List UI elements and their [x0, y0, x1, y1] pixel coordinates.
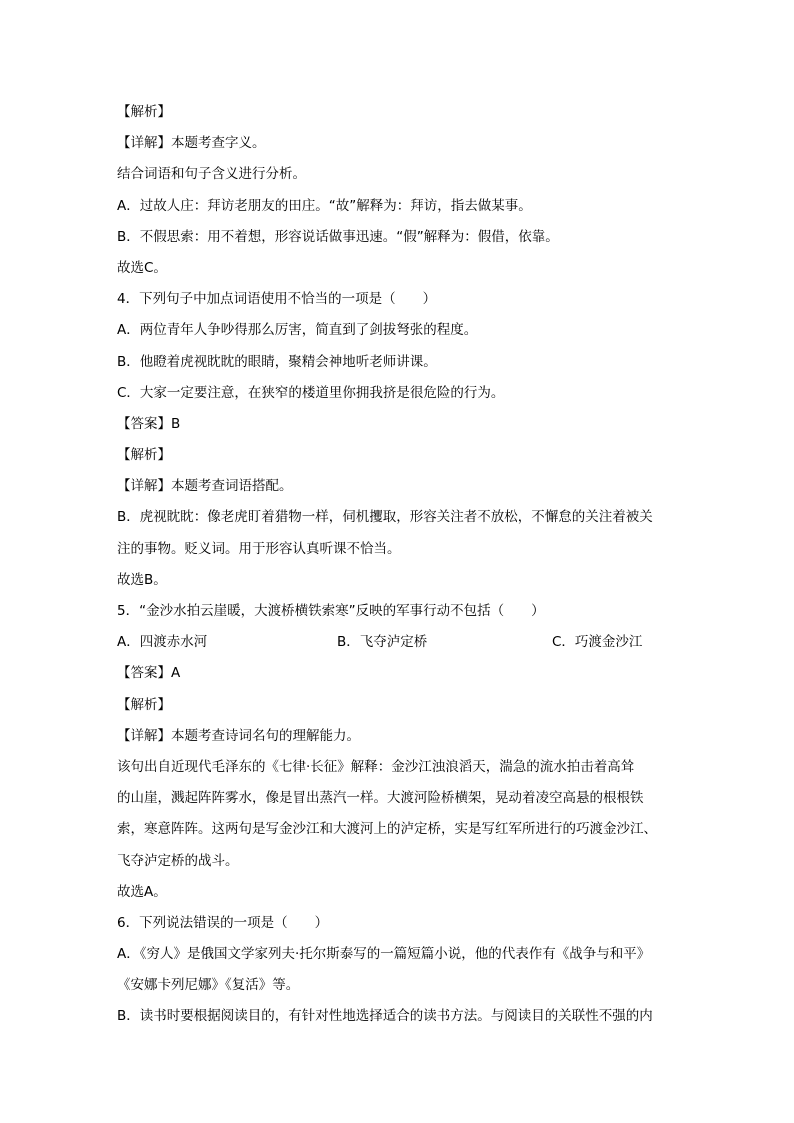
text-line: B．虎视眈眈：像老虎盯着猎物一样，伺机攫取，形容关注者不放松，不懈怠的关注着被关 — [117, 509, 653, 526]
text-line: 《安娜卡列尼娜》《复活》等。 — [117, 977, 300, 994]
text-line: 4．下列句子中加点词语使用不恰当的一项是（ ） — [117, 291, 437, 308]
text-line: 【详解】本题考查词语搭配。 — [117, 478, 293, 495]
answer-option: B．飞夺泸定桥 — [337, 634, 428, 651]
text-line: 故选A。 — [117, 883, 167, 900]
text-line: 的山崖，溅起阵阵雾水，像是冒出蒸汽一样。大渡河险桥横架，晃动着凌空高悬的根根铁 — [117, 790, 644, 807]
text-line: A．两位青年人争吵得那么厉害，简直到了剑拔弩张的程度。 — [117, 322, 478, 339]
text-line: 注的事物。贬义词。用于形容认真听课不恰当。 — [117, 540, 401, 557]
document-page — [117, 97, 697, 1033]
text-line: 【答案】B — [117, 415, 181, 432]
text-line: 故选B。 — [117, 571, 167, 588]
text-line: A．《穷人》是俄国文学家列夫·托尔斯泰写的一篇短篇小说，他的代表作有《战争与和平》 — [117, 946, 651, 963]
q5-options-row — [117, 627, 697, 658]
text-line: 6．下列说法错误的一项是（ ） — [117, 914, 329, 931]
answer-option: A．四渡赤水河 — [117, 634, 208, 651]
text-line: A．过故人庄：拜访老朋友的田庄。“故”解释为：拜访，指去做某事。 — [117, 197, 532, 214]
text-line: 索，寒意阵阵。这两句是写金沙江和大渡河上的泸定桥，实是写红军所进行的巧渡金沙江、 — [117, 821, 657, 838]
text-line: 5．“金沙水拍云崖暖，大渡桥横铁索寒”反映的军事行动不包括（ ） — [117, 603, 545, 619]
text-line: 【详解】本题考查字义。 — [117, 135, 266, 152]
text-line: 结合词语和句子含义进行分析。 — [117, 166, 306, 183]
text-line: B．不假思索：用不着想，形容说话做事迅速。“假”解释为：假借，依靠。 — [117, 228, 559, 245]
text-line: 【解析】 — [117, 104, 171, 120]
text-line: 该句出自近现代毛泽东的《七律·长征》解释：金沙江浊浪滔天，湍急的流水拍击着高耸 — [117, 758, 635, 775]
text-line: 【详解】本题考查诗词名句的理解能力。 — [117, 727, 360, 744]
text-line: C．大家一定要注意，在狭窄的楼道里你拥我挤是很危险的行为。 — [117, 384, 505, 401]
text-line: B．读书时要根据阅读目的，有针对性地选择适合的读书方法。与阅读目的关联性不强的内 — [117, 1008, 653, 1025]
text-line: 【解析】 — [117, 696, 171, 713]
text-line: 【答案】A — [117, 665, 181, 682]
text-line: 【解析】 — [117, 447, 171, 464]
text-line: 故选C。 — [117, 259, 167, 276]
answer-option: C．巧渡金沙江 — [552, 634, 643, 651]
text-line: B．他瞪着虎视眈眈的眼睛，聚精会神地听老师讲课。 — [117, 353, 437, 370]
text-line: 飞夺泸定桥的战斗。 — [117, 852, 239, 869]
